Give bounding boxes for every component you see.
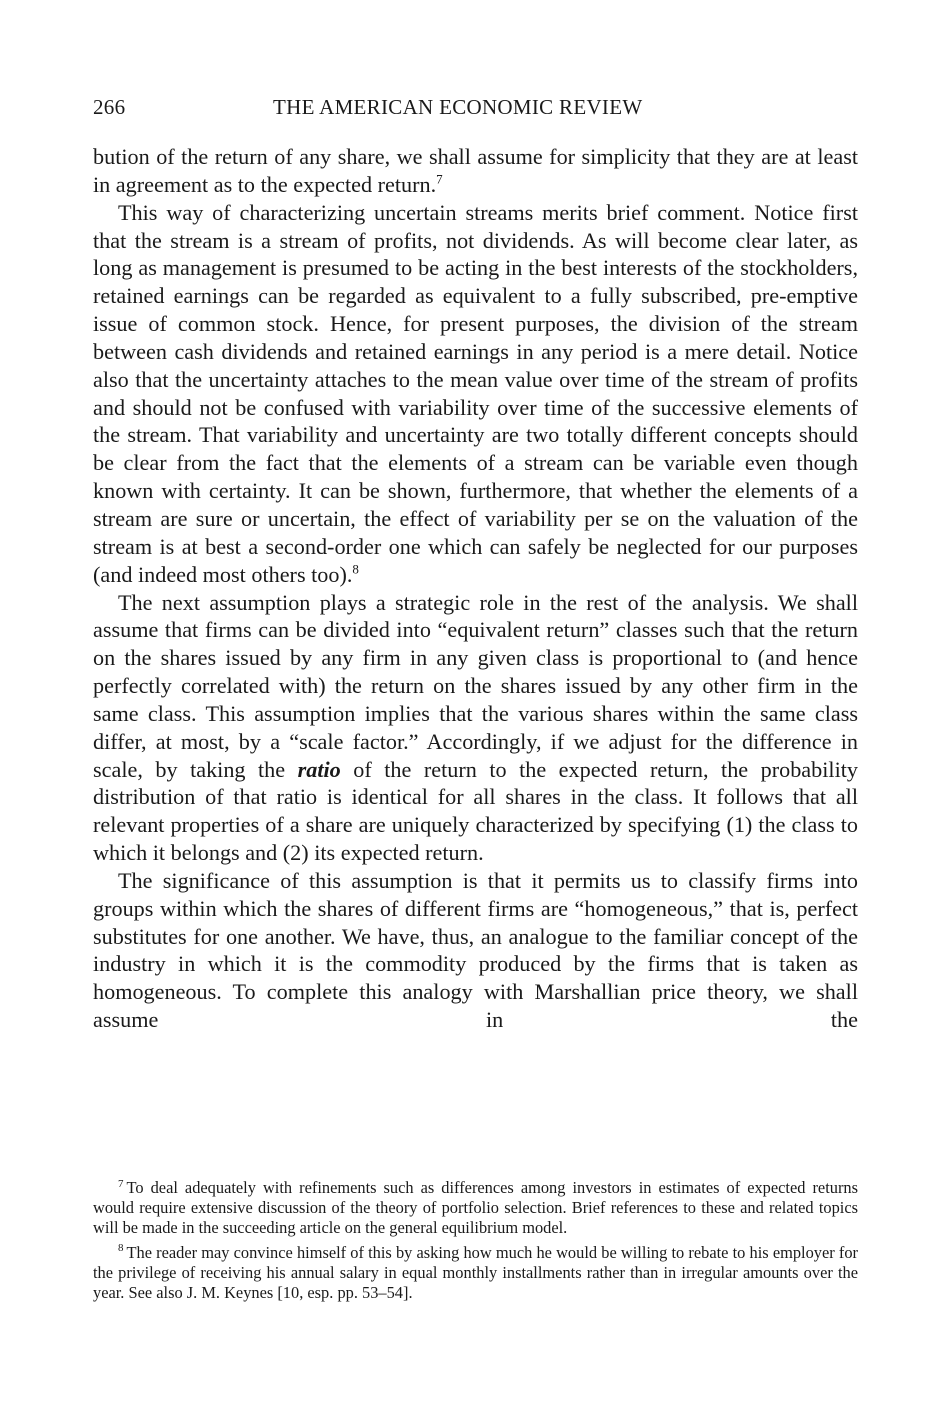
footnote-mark: 8 [118, 1242, 124, 1255]
emphasis-ratio: ratio [297, 756, 341, 782]
paragraph-3-text-before: The next assumption plays a strategic role in the rest of the analysis. We shall assume that firms can be divided into “equivalent return” classes such that the return on the shares issued by any firm in any given class is proportional to (and hence perfectly correlated with) the return on the shares issued by any other firm in the same class. This assumption implies that the various shares within the same class differ, at most, by a “scale factor.” Accordingly, if we adjust for the difference in scale, by taking the [93, 589, 858, 782]
footnotes [93, 1178, 858, 1303]
footnote-ref-8[interactable]: 8 [352, 561, 359, 577]
paragraph-1 [93, 143, 858, 199]
paragraph-4-text: The significance of this assumption is that it permits us to classify firms into groups within which the shares of different firms are “homogeneous,” that is, perfect substitutes for one another. We have, thus, an analogue to the familiar concept of the industry in which it is the commodity produced by the firms that is taken as homogeneous. To complete this analogy with Marshallian price theory, we shall assume in the [93, 867, 858, 1033]
footnote-ref-7[interactable]: 7 [436, 171, 443, 187]
journal-title: THE AMERICAN ECONOMIC REVIEW [273, 95, 643, 119]
body-text [93, 143, 858, 1034]
paragraph-2-text: This way of characterizing uncertain streams merits brief comment. Notice first that the stream is a stream of profits, not dividends. As will become clear later, as long as management is presumed to be acting in the best interests of the stockholders, retained earnings can be regarded as equivalent to a fully subscribed, pre-emptive issue of common stock. Hence, for present purposes, the division of the stream between cash dividends and retained earnings in any period is a mere detail. Notice also that the uncertainty attaches to the mean value over time of the stream of profits and should not be confused with variability over time of the successive elements of the stream. That variability and uncertainty are two totally different concepts should be clear from the fact that the elements of a stream can be variable even though known with certainty. It can be shown, furthermore, that whether the elements of a stream are sure or uncertain, the effect of variability per se on the valuation of the stream is at best a second-order one which can safely be neglected for our purposes (and indeed most others too). [93, 199, 858, 587]
footnote-mark: 7 [118, 1177, 124, 1190]
paragraph-3 [93, 589, 858, 867]
paragraph-2 [93, 199, 858, 589]
paragraph-4 [93, 867, 858, 1034]
journal-page [93, 95, 858, 1303]
footnote-8 [93, 1243, 858, 1304]
footnote-text: The reader may convince himself of this by asking how much he would be willing to rebate to his employer for the privilege of receiving his annual salary in equal monthly installments rather than in irregular amounts over the year. See also J. M. Keynes [10, esp. pp. 53–54]. [93, 1242, 858, 1303]
paragraph-1-text: bution of the return of any share, we shall assume for simplicity that they are at least in agreement as to the expected return. [93, 144, 858, 197]
footnote-text: To deal adequately with refinements such as differences among investors in estimates of expected returns would require extensive discussion of the theory of portfolio selection. Brief references to these and related topics will be made in the succeeding article on the general equilibrium model. [93, 1178, 858, 1238]
running-head [93, 95, 858, 129]
footnote-7 [93, 1178, 858, 1239]
paragraph-3-text-after: of the return to the expected return, the probability distribution of that ratio is identical for all shares in the class. It follows that all relevant properties of a share are uniquely characterized by specifying (1) the class to which it belongs and (2) its expected return. [93, 756, 858, 866]
page-number: 266 [93, 95, 126, 119]
